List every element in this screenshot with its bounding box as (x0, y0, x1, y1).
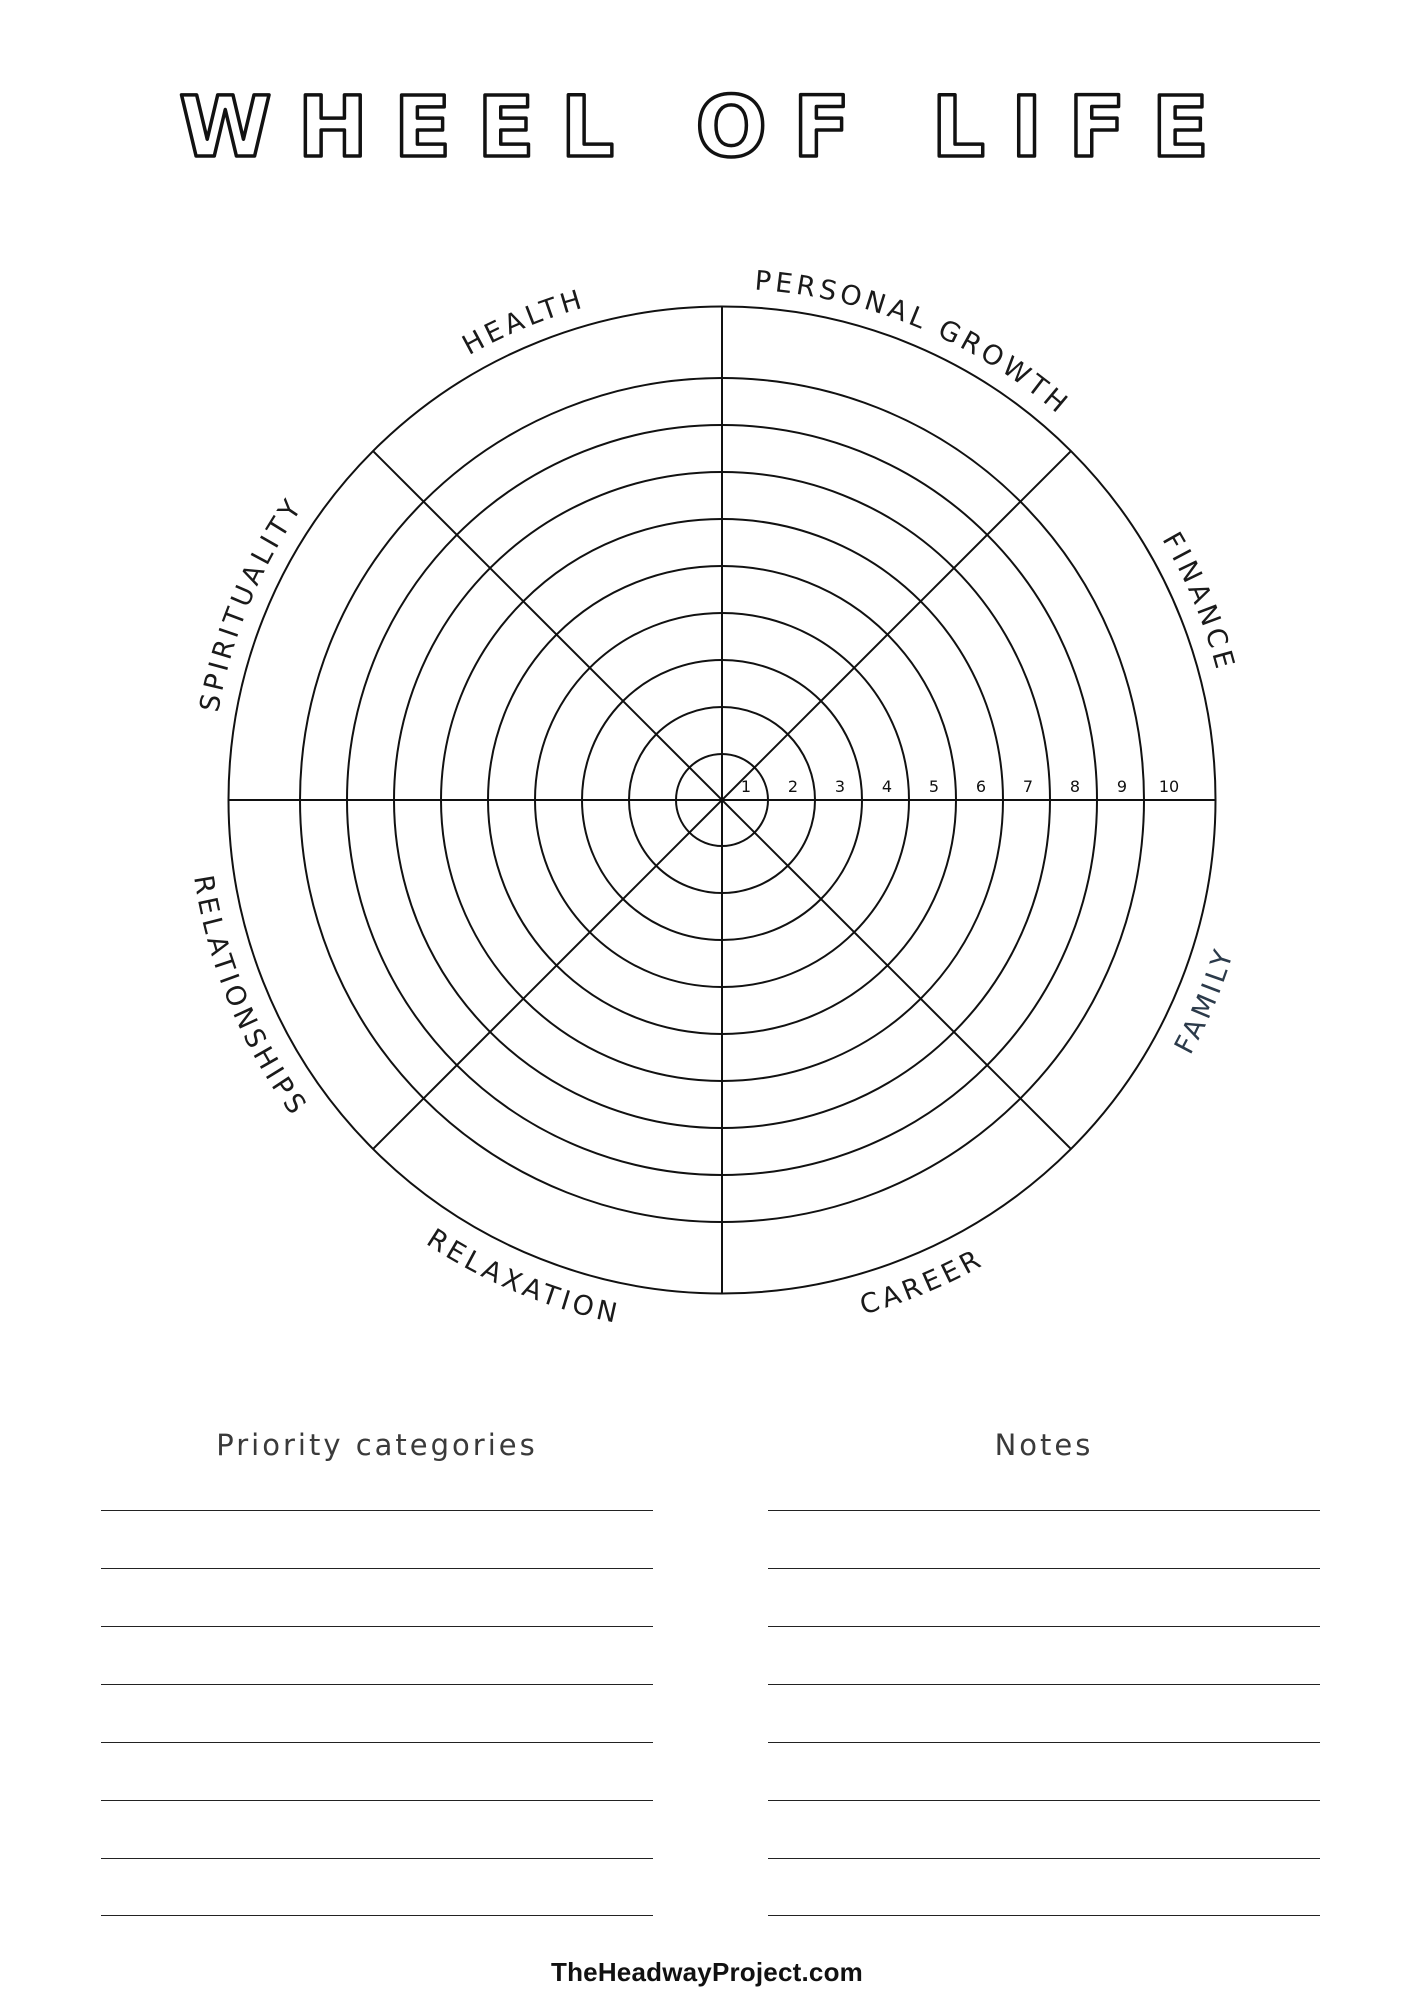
priority-line[interactable] (101, 1510, 653, 1568)
wheel-spokes (229, 307, 1216, 1294)
scale-label-8: 8 (1069, 777, 1081, 796)
footer-website: TheHeadwayProject.com (551, 1957, 863, 1987)
notes-line[interactable] (768, 1510, 1320, 1568)
priority-categories-heading: Priority categories (216, 1428, 538, 1462)
category-label-spirituality: SPIRITUALITY (194, 491, 310, 715)
category-label-career: CAREER (856, 1242, 990, 1322)
notes-line[interactable] (768, 1858, 1320, 1916)
priority-line[interactable] (101, 1742, 653, 1800)
priority-line[interactable] (101, 1858, 653, 1916)
scale-label-10: 10 (1158, 777, 1180, 796)
notes-line[interactable] (768, 1800, 1320, 1858)
scale-label-9: 9 (1116, 777, 1128, 796)
scale-label-4: 4 (881, 777, 893, 796)
scale-label-1: 1 (740, 777, 752, 796)
title-text: WHEEL OF LIFE (178, 78, 1236, 176)
page-title (0, 60, 1414, 200)
scale-label-2: 2 (787, 777, 799, 796)
priority-lines (101, 1510, 653, 1916)
category-label-family: FAMILY (1168, 942, 1241, 1060)
category-label-health: HEALTH (457, 283, 589, 362)
category-label-relaxation: RELAXATION (421, 1223, 624, 1331)
wheel-of-life-chart (0, 220, 1414, 1380)
category-label-finance: FINANCE (1155, 526, 1241, 676)
notes-heading: Notes (994, 1428, 1094, 1462)
priority-line[interactable] (101, 1568, 653, 1626)
scale-label-3: 3 (834, 777, 846, 796)
scale-label-7: 7 (1022, 777, 1034, 796)
priority-line[interactable] (101, 1800, 653, 1858)
category-label-relationships: RELATIONSHIPS (187, 872, 314, 1124)
notes-line[interactable] (768, 1568, 1320, 1626)
scale-labels (741, 777, 1179, 796)
notes-line[interactable] (768, 1626, 1320, 1684)
category-label-personal-growth: PERSONAL GROWTH (753, 265, 1076, 422)
scale-label-6: 6 (975, 777, 987, 796)
notes-line[interactable] (768, 1684, 1320, 1742)
priority-line[interactable] (101, 1684, 653, 1742)
priority-line[interactable] (101, 1626, 653, 1684)
notes-line[interactable] (768, 1742, 1320, 1800)
notes-lines (768, 1510, 1320, 1916)
scale-label-5: 5 (928, 777, 940, 796)
